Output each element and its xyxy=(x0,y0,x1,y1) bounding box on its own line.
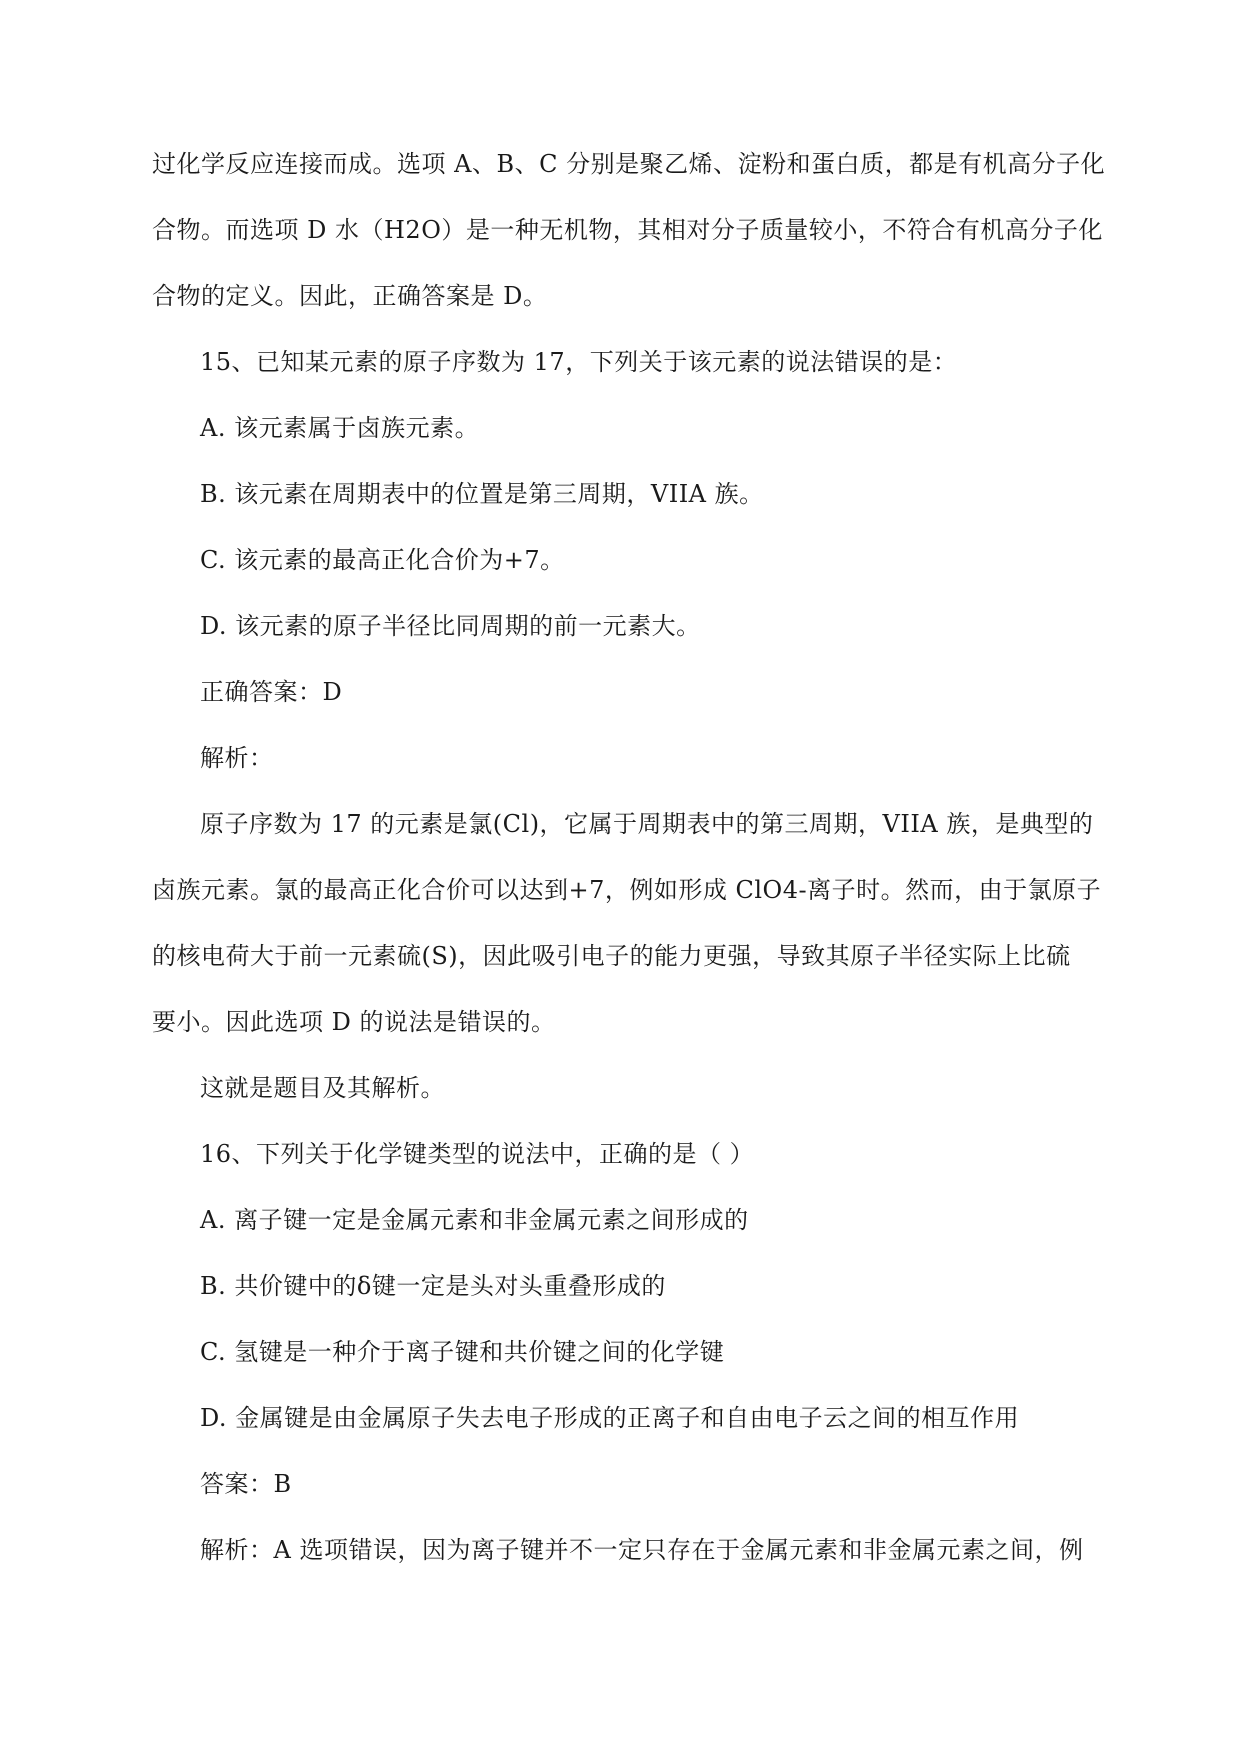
analysis-heading: 解析： xyxy=(200,744,274,772)
question-16-option-a: A. 离子键一定是金属元素和非金属元素之间形成的 xyxy=(200,1206,749,1234)
question-16-analysis: 解析：A 选项错误，因为离子键并不一定只存在于金属元素和非金属元素之间，例 xyxy=(200,1536,1084,1564)
text-line: 这就是题目及其解析。 xyxy=(200,1074,445,1102)
question-16-option-d: D. 金属键是由金属原子失去电子形成的正离子和自由电子云之间的相互作用 xyxy=(200,1404,1020,1432)
question-16-stem: 16、下列关于化学键类型的说法中，正确的是（ ） xyxy=(200,1140,755,1168)
text-line: 要小。因此选项 D 的说法是错误的。 xyxy=(152,1008,556,1036)
text-line: 的核电荷大于前一元素硫(S)，因此吸引电子的能力更强，导致其原子半径实际上比硫 xyxy=(152,942,1071,970)
text-line: 过化学反应连接而成。选项 A、B、C 分别是聚乙烯、淀粉和蛋白质，都是有机高分子化 xyxy=(152,150,1106,178)
question-15-option-c: C. 该元素的最高正化合价为+7。 xyxy=(200,546,565,574)
question-15-option-b: B. 该元素在周期表中的位置是第三周期，VIIA 族。 xyxy=(200,480,764,508)
question-15-option-a: A. 该元素属于卤族元素。 xyxy=(200,414,480,442)
question-15-answer: 正确答案：D xyxy=(200,678,343,706)
text-line: 原子序数为 17 的元素是氯(Cl)，它属于周期表中的第三周期，VIIA 族，是典型的 xyxy=(200,810,1094,838)
question-15-stem: 15、已知某元素的原子序数为 17，下列关于该元素的说法错误的是： xyxy=(200,348,958,376)
text-line: 合物。而选项 D 水（H2O）是一种无机物，其相对分子质量较小，不符合有机高分子化 xyxy=(152,216,1103,244)
question-15-option-d: D. 该元素的原子半径比同周期的前一元素大。 xyxy=(200,612,701,640)
text-line: 合物的定义。因此，正确答案是 D。 xyxy=(152,282,548,310)
question-16-option-b: B. 共价键中的δ键一定是头对头重叠形成的 xyxy=(200,1272,666,1300)
question-16-option-c: C. 氢键是一种介于离子键和共价键之间的化学键 xyxy=(200,1338,725,1366)
question-16-answer: 答案：B xyxy=(200,1470,292,1498)
text-line: 卤族元素。氯的最高正化合价可以达到+7，例如形成 ClO4-离子时。然而，由于氯原子 xyxy=(152,876,1102,904)
